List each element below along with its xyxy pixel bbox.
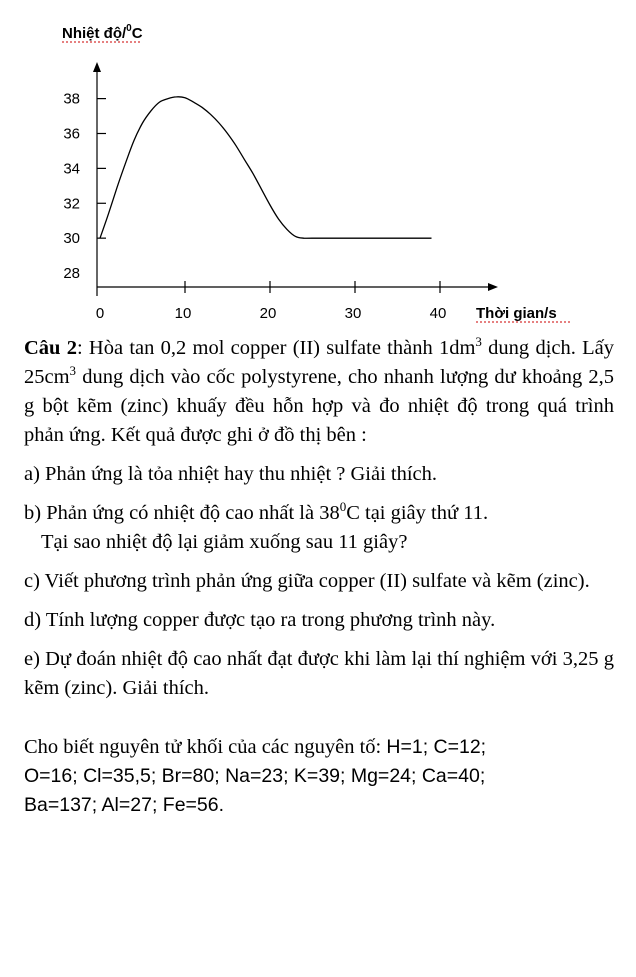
question-intro: Câu 2: Hòa tan 0,2 mol copper (II) sulfate thành $1dm^3$ dung dịch. Lấy $25cm^3$ dung dịch vào cốc polystyrene, cho nhanh lượng dư khoảng 2,5 g bột kẽm (zinc) khuấy đều hỗn hợp và đo nhiệt độ trong quá trình phản ứng. Kết quả được ghi ở đồ thị bên :: [24, 334, 614, 446]
part-a: a) Phản ứng là tỏa nhiệt hay thu nhiệt ? Giải thích.: [24, 463, 438, 485]
question-label: Câu 2: [24, 337, 77, 359]
temperature-series-line: [100, 97, 432, 238]
x-axis-title: Thời gian/s: [476, 305, 557, 322]
part-e: e) Dự đoán nhiệt độ cao nhất đạt được khi làm lại thí nghiệm với 3,25 g kẽm (zinc). Giải thích.: [24, 648, 614, 699]
x-tick-label: 40: [429, 305, 447, 322]
y-axis-title: Nhiệt độ/$^0$C: [62, 23, 143, 42]
part-c: c) Viết phương trình phản ứng giữa copper (II) sulfate và kẽm (zinc).: [24, 570, 590, 592]
question-text: [24, 334, 614, 820]
y-tick-label: 34: [63, 160, 80, 178]
x-tick-label: 0: [95, 305, 105, 322]
y-tick-label: 30: [63, 230, 80, 248]
x-axis-arrow: [488, 283, 498, 291]
y-axis-arrow: [93, 62, 101, 72]
part-b-continuation: Tại sao nhiệt độ lại giảm xuống sau 11 giây?: [41, 531, 408, 553]
atomic-mass-line-2: O=16; Cl=35,5; Br=80; Na=23; K=39; Mg=24; Ca=40;: [24, 765, 486, 787]
atomic-mass-line-1: Cho biết nguyên tử khối của các nguyên tố: H=1; C=12;: [24, 736, 487, 758]
y-tick-label: 38: [63, 90, 80, 108]
temperature-chart: [0, 0, 636, 330]
x-tick-label: 20: [259, 305, 277, 322]
x-tick-label: 30: [344, 305, 362, 322]
y-tick-label: 28: [63, 265, 80, 283]
part-b: b) Phản ứng có nhiệt độ cao nhất là $38^0C$ tại giây thứ 11.: [24, 499, 489, 524]
y-ticks: [63, 91, 106, 282]
atomic-mass-line-3: Ba=137; Al=27; Fe=56.: [24, 794, 225, 816]
y-tick-label: 32: [63, 195, 80, 213]
y-tick-label: 36: [63, 125, 80, 143]
x-tick-label: 10: [174, 305, 192, 322]
part-d: d) Tính lượng copper được tạo ra trong phương trình này.: [24, 609, 496, 631]
